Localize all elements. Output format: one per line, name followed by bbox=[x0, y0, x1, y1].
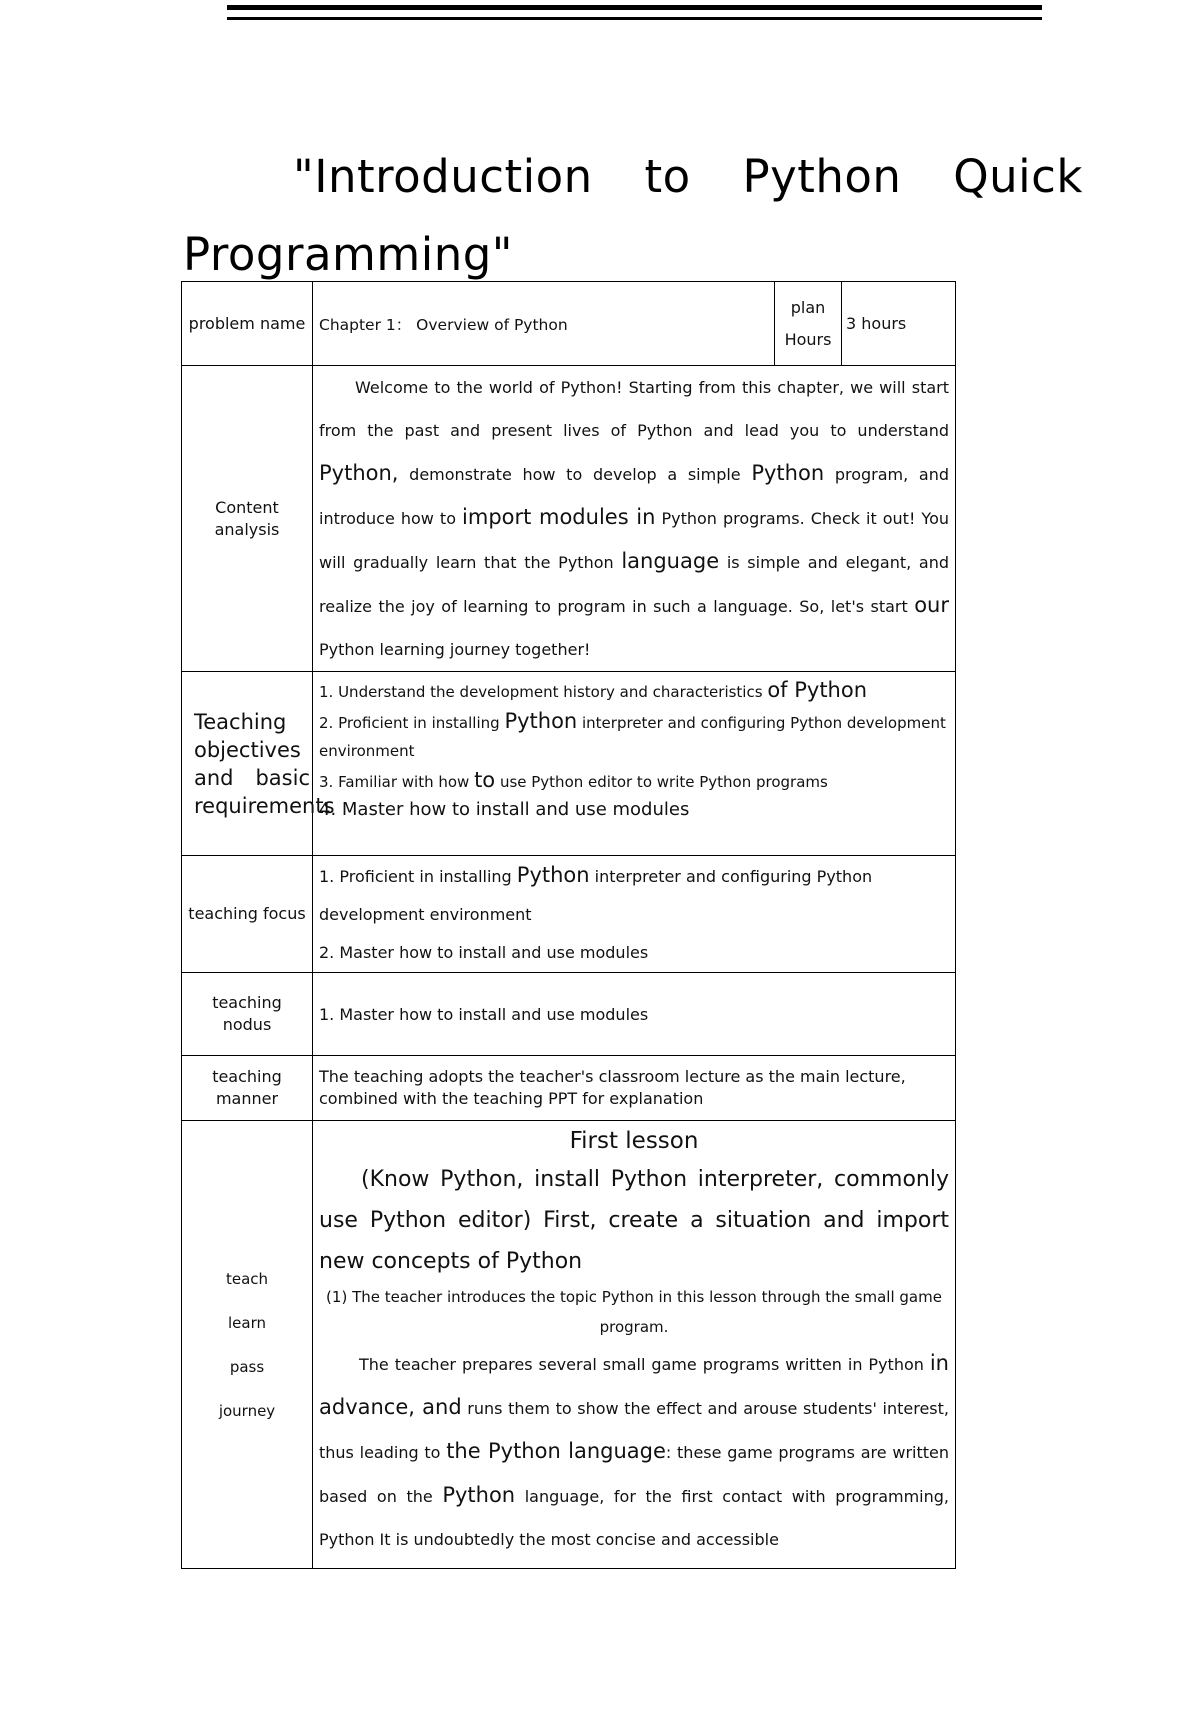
content-text-part: Python, bbox=[319, 461, 399, 485]
content-analysis-cell bbox=[313, 366, 956, 672]
lesson-plan-table bbox=[181, 281, 956, 1569]
problem-name-value: Chapter 1： Overview of Python bbox=[313, 282, 775, 366]
content-analysis-text bbox=[319, 366, 949, 671]
objective-text: Python bbox=[504, 708, 578, 733]
objective-text: 1. Understand the development history and characteristics bbox=[319, 683, 768, 701]
document-title: "Introduction to Python Quick Programming" bbox=[183, 150, 1083, 281]
lesson-body-part: runs them to show the effect and arouse students' interest, thus leading to bbox=[319, 1399, 949, 1462]
content-analysis-label: Content analysis bbox=[182, 366, 313, 672]
objectives-label: Teaching objectives and basic requirements bbox=[182, 672, 313, 856]
teaching-manner-value: The teaching adopts the teacher's classroom lecture as the main lecture, combined with the teaching PPT for explanation bbox=[313, 1056, 956, 1121]
lesson-body-part: the Python language bbox=[446, 1439, 666, 1463]
hours-value: 3 hours bbox=[842, 282, 956, 366]
plan-label: plan bbox=[790, 297, 826, 317]
header-double-rule-bottom bbox=[227, 17, 1042, 20]
content-text-part: Python learning journey together! bbox=[319, 640, 591, 659]
problem-name-label bbox=[182, 282, 313, 366]
lesson-body-part: Python bbox=[442, 1483, 516, 1507]
hours-label: Hours bbox=[784, 329, 832, 349]
objective-text: to bbox=[474, 767, 496, 792]
objective-text: 2. Proficient in installing bbox=[319, 713, 505, 732]
plan-hours-label bbox=[775, 282, 842, 366]
journey-label-teach: teach bbox=[225, 1269, 269, 1288]
objective-item-2 bbox=[319, 707, 949, 766]
teaching-nodus-label: teaching nodus bbox=[182, 973, 313, 1056]
journey-label-pass: pass bbox=[229, 1357, 265, 1376]
objective-text: 4. Master how to install and use modules bbox=[319, 799, 690, 820]
objective-text: 3. Familiar with how bbox=[319, 772, 475, 791]
objective-text: use Python editor to write Python programs bbox=[495, 772, 828, 791]
row-problem-name bbox=[182, 282, 956, 366]
lesson-body-part: The teacher prepares several small game programs written in Python bbox=[359, 1355, 930, 1374]
content-text-part: language bbox=[621, 549, 720, 573]
objective-item-4 bbox=[319, 796, 949, 825]
focus-text: interpreter and configuring Python development environment bbox=[319, 867, 873, 924]
objective-text: interpreter and configuring Python development environment bbox=[319, 713, 946, 760]
teaching-focus-label: teaching focus bbox=[182, 856, 313, 973]
teaching-journey-cell bbox=[313, 1121, 956, 1569]
focus-text: Python bbox=[516, 863, 590, 887]
focus-text: 1. Proficient in installing bbox=[319, 867, 517, 886]
journey-label-learn: learn bbox=[228, 1313, 266, 1332]
row-teaching-journey bbox=[182, 1121, 956, 1569]
row-objectives bbox=[182, 672, 956, 856]
content-text-part: Welcome to the world of Python! Starting from this chapter, we will start from the past and present lives of Python and lead you to understand bbox=[319, 378, 949, 440]
teaching-manner-label: teaching manner bbox=[182, 1056, 313, 1121]
content-text-part: import modules in bbox=[462, 505, 656, 529]
objective-item-1 bbox=[319, 676, 949, 707]
objective-item-3 bbox=[319, 766, 949, 797]
lesson-step-1: (1) The teacher introduces the topic Python in this lesson through the small game program. bbox=[326, 1288, 942, 1336]
focus-item-2: 2. Master how to install and use modules bbox=[319, 943, 649, 962]
content-text-part: program, and introduce how to bbox=[319, 465, 950, 528]
lesson-body bbox=[319, 1342, 949, 1561]
focus-item-1 bbox=[319, 856, 949, 934]
row-teaching-manner bbox=[182, 1056, 956, 1121]
journey-label-journey: journey bbox=[218, 1401, 276, 1420]
content-text-part: Python programs. Check it out! You will gradually learn that the Python bbox=[319, 509, 949, 572]
lesson-intro: (Know Python, install Python interpreter, commonly use Python editor) First, create a situation and import new concepts of Python bbox=[319, 1167, 949, 1274]
lesson-body-part: in advance, and bbox=[319, 1351, 949, 1419]
problem-name-label-text: problem name bbox=[188, 313, 306, 333]
lesson-body-part: language, for the first contact with programming, Python It is undoubtedly the most concise and accessible bbox=[319, 1487, 949, 1549]
row-teaching-nodus bbox=[182, 973, 956, 1056]
content-text-part: our bbox=[914, 593, 949, 617]
teaching-nodus-value: 1. Master how to install and use modules bbox=[313, 973, 956, 1056]
lesson-body-part: : these game programs are written based on the bbox=[319, 1443, 949, 1506]
header-double-rule-top bbox=[227, 5, 1042, 10]
content-text-part: Python bbox=[751, 461, 825, 485]
lesson-title: First lesson bbox=[569, 1128, 699, 1154]
row-content-analysis bbox=[182, 366, 956, 672]
objectives-cell bbox=[313, 672, 956, 856]
content-text-part: is simple and elegant, and realize the joy of learning to program in such a language. So, let's start bbox=[319, 553, 949, 616]
row-teaching-focus bbox=[182, 856, 956, 973]
teaching-focus-cell bbox=[313, 856, 956, 973]
teaching-journey-label bbox=[182, 1121, 313, 1569]
objective-text: of Python bbox=[767, 678, 868, 702]
content-text-part: demonstrate how to develop a simple bbox=[398, 465, 752, 484]
